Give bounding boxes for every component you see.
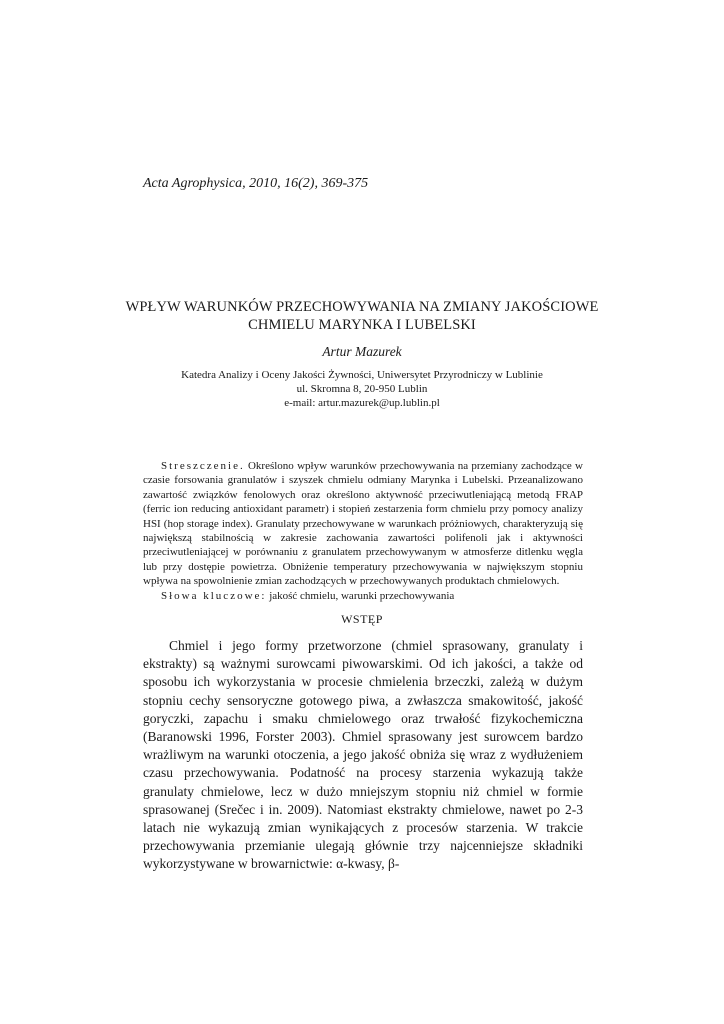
article-title-line: WPŁYW WARUNKÓW PRZECHOWYWANIA NA ZMIANY JAKOŚCIOWE — [125, 299, 599, 315]
body-text — [143, 637, 583, 874]
keywords-text: jakość chmielu, warunki przechowywania — [269, 589, 455, 602]
article-title — [120, 298, 604, 334]
author-affiliation — [140, 368, 584, 410]
keywords-paragraph — [143, 589, 583, 603]
keywords-label: Słowa kluczowe: — [161, 589, 267, 602]
section-heading: WSTĘP — [341, 612, 383, 626]
affiliation-department: Katedra Analizy i Oceny Jakości Żywności, Uniwersytet Przyrodniczy w Lublinie — [181, 369, 543, 381]
affiliation-address: ul. Skromna 8, 20-950 Lublin — [296, 383, 428, 395]
article-title-line: CHMIELU MARYNKA I LUBELSKI — [248, 317, 476, 333]
abstract-paragraph — [143, 459, 583, 589]
abstract-text: Określono wpływ warunków przechowywania na przemiany zachodzące w czasie forsowania granulatów i szyszek chmielu odmiany Marynka i Lubelski. Przeanalizowano zawartość związków fenolowych oraz określono aktywność przeciwutleniającą metodą FRAP (ferric ion reducing antioxidant parametr) i stopień zestarzenia form chmielu przy pomocy analizy HSI (hop storage index). Granulaty przechowywane w warunkach próżniowych, charakteryzują się największą stabilnością w zakresie zachowania zawartości polifenoli jak i aktywności przeciwutleniającej w porównaniu z granulatem przechowywanym w atmosferze ditlenku węgla lub przy dostępie powietrza. Obniżenie temperatury przechowywania w największym stopniu wpływa na spowolnienie zmian zachodzących w przechowywanych produktach chmielowych. — [143, 460, 583, 588]
author-name: Artur Mazurek — [322, 344, 402, 359]
abstract-label: Streszczenie. — [161, 460, 245, 472]
journal-citation: Acta Agrophysica, 2010, 16(2), 369-375 — [143, 176, 369, 191]
abstract-block — [143, 459, 583, 603]
body-paragraph: Chmiel i jego formy przetworzone (chmiel sprasowany, granulaty i ekstrakty) są ważnymi surowcami piwowarskimi. Od ich jakości, a także od sposobu ich wykorzystania w procesie chmielenia brzeczki, zależą w dużym stopniu cechy sensoryczne gotowego piwa, a zwłaszcza smakowitość, jakość goryczki, zapachu i smaku chmielowego oraz trwałość fizykochemiczna (Baranowski 1996, Forster 2003). Chmiel sprasowany jest surowcem bardzo wrażliwym na warunki otoczenia, a jego jakość obniża się wraz z wydłużeniem czasu przechowywania. Podatność na procesy starzenia wykazują także granulaty chmielowe, lecz w dużo mniejszym stopniu niż chmiel w formie sprasowanej (Srečec i in. 2009). Natomiast ekstrakty chmielowe, nawet po 2-3 latach nie wykazują zmian wynikających z procesów starzenia. W trakcie przechowywania przemianie ulegają głównie trzy najcenniejsze składniki wykorzystywane w browarnictwie: α-kwasy, β- — [143, 638, 583, 872]
affiliation-email: e-mail: artur.mazurek@up.lublin.pl — [284, 397, 440, 409]
